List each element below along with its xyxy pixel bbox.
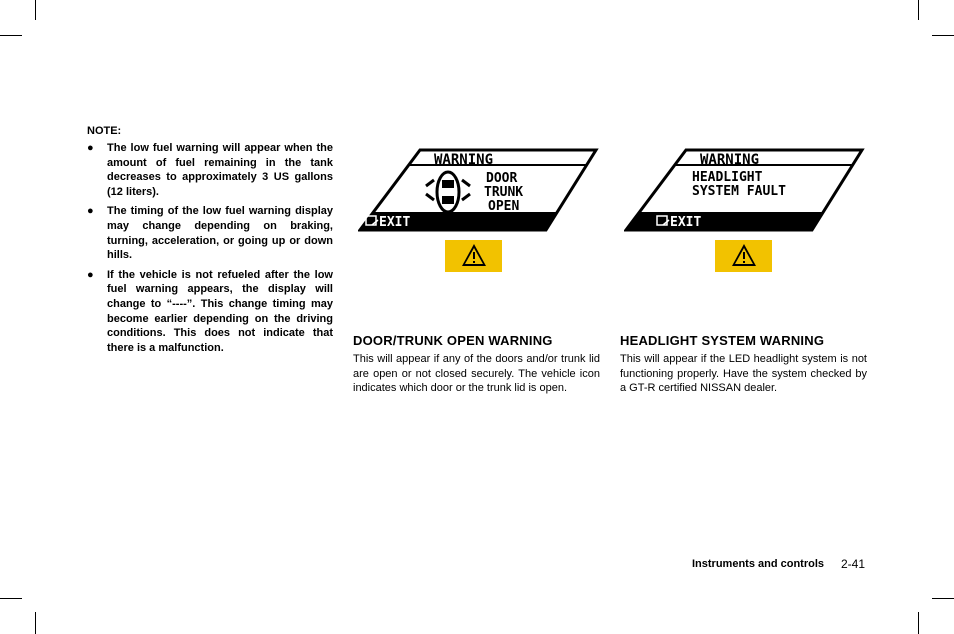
crop-mark [918,612,919,634]
display-exit-bar [626,212,823,230]
note-bullet-text: The timing of the low fuel warning display may change depending on braking, turning, acceleration, or going up or down hills. [107,205,333,262]
crop-mark [0,598,22,599]
note-bullet [87,268,333,356]
display-header: WARNING [434,152,494,168]
crop-mark [932,35,954,36]
bullet-dot-icon: ● [87,268,94,281]
door-trunk-display-figure [358,130,603,305]
crop-mark [918,0,919,20]
headlight-title: HEADLIGHT SYSTEM WARNING [620,333,825,348]
note-bullet-list [87,141,333,360]
headlight-body: This will appear if the LED headlight system is not functioning properly. Have the system checked by a GT-R certified NISSAN dealer. [620,353,867,395]
crop-mark [35,0,36,20]
note-bullet [87,141,333,199]
bullet-dot-icon: ● [87,205,94,218]
note-bullet-text: The low fuel warning will appear when the amount of fuel remaining in the tank decreases to approximately 3 US gallons (12 liters). [107,142,333,198]
door-trunk-body: This will appear if any of the doors and/or trunk lid are open or not closed securely. The vehicle icon indicates which door or the trunk lid is open. [353,353,600,395]
bullet-dot-icon: ● [87,142,94,154]
display-line: SYSTEM FAULT [692,184,786,199]
display-line: TRUNK [484,185,524,200]
display-header: WARNING [700,152,760,168]
footer-section-label: Instruments and controls [692,558,825,570]
headlight-display-figure [624,130,869,305]
door-trunk-title: DOOR/TRUNK OPEN WARNING [353,333,553,348]
note-bullet-text: If the vehicle is not refueled after the low fuel warning appears, the display will change to “----”. This change timing may become earlier depending on the driving conditions. This does not indicate that there is a malfunction. [107,268,333,354]
crop-mark [35,612,36,634]
note-title: NOTE: [87,125,122,137]
page-number: 2-41 [841,557,866,571]
display-line: DOOR [486,171,518,186]
display-line: OPEN [488,199,520,214]
note-bullet [87,204,333,262]
display-line: HEADLIGHT [692,170,763,185]
crop-mark [932,598,954,599]
display-exit: EXIT [670,215,702,230]
display-exit: EXIT [379,215,411,230]
crop-mark [0,35,22,36]
